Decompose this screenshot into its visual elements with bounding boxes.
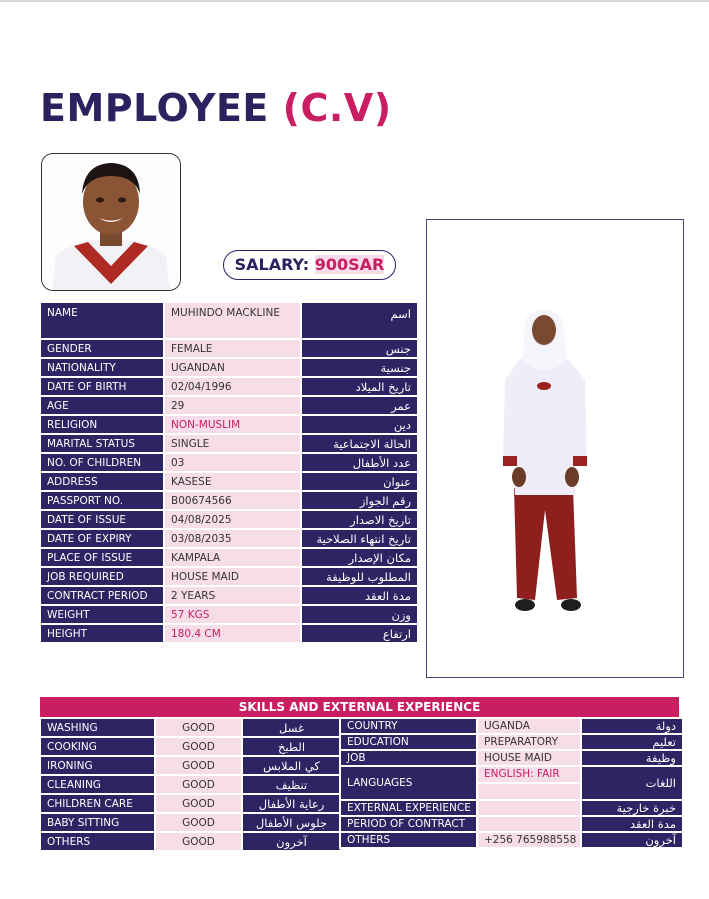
salary-value: 900SAR bbox=[314, 255, 385, 274]
table-row bbox=[40, 415, 418, 434]
page-title bbox=[40, 86, 392, 130]
field-label-arabic: تاريخ الاصدار bbox=[301, 510, 418, 529]
table-row bbox=[340, 750, 683, 766]
field-label: ADDRESS bbox=[40, 472, 164, 491]
salary-label: SALARY: bbox=[234, 255, 310, 274]
skill-label: OTHERS bbox=[40, 832, 155, 851]
skill-value: GOOD bbox=[155, 718, 242, 737]
table-row bbox=[40, 586, 418, 605]
field-label: MARITAL STATUS bbox=[40, 434, 164, 453]
language-extra bbox=[478, 784, 580, 799]
table-row bbox=[340, 816, 683, 832]
skill-label: WASHING bbox=[40, 718, 155, 737]
field-label: AGE bbox=[40, 396, 164, 415]
salary-badge bbox=[223, 250, 396, 280]
skills-table bbox=[39, 717, 342, 852]
field-value: HOUSE MAID bbox=[164, 567, 301, 586]
field-label-arabic: وزن bbox=[301, 605, 418, 624]
experience-label-arabic: دولة bbox=[581, 718, 683, 734]
experience-label: EXTERNAL EXPERIENCE bbox=[340, 800, 477, 816]
experience-label: EDUCATION bbox=[340, 734, 477, 750]
table-row bbox=[340, 718, 683, 734]
field-value: KASESE bbox=[164, 472, 301, 491]
table-row bbox=[40, 358, 418, 377]
field-value: 57 KGS bbox=[164, 605, 301, 624]
experience-value: PREPARATORY bbox=[477, 734, 581, 750]
field-label: JOB REQUIRED bbox=[40, 567, 164, 586]
table-row bbox=[40, 529, 418, 548]
field-value: 03 bbox=[164, 453, 301, 472]
languages-values bbox=[477, 766, 581, 800]
table-row bbox=[40, 434, 418, 453]
field-label: NAME bbox=[40, 302, 164, 339]
experience-value bbox=[477, 800, 581, 816]
field-label-arabic: تاريخ الميلاد bbox=[301, 377, 418, 396]
field-label-arabic: عدد الأطفال bbox=[301, 453, 418, 472]
table-row bbox=[40, 775, 341, 794]
field-label: DATE OF ISSUE bbox=[40, 510, 164, 529]
personal-info-table bbox=[39, 301, 419, 644]
table-row bbox=[340, 832, 683, 848]
skill-value: GOOD bbox=[155, 813, 242, 832]
experience-value: HOUSE MAID bbox=[477, 750, 581, 766]
field-value: 04/08/2025 bbox=[164, 510, 301, 529]
field-label-arabic: عنوان bbox=[301, 472, 418, 491]
table-row bbox=[40, 510, 418, 529]
portrait-photo bbox=[41, 153, 181, 291]
field-label-arabic: جنسية bbox=[301, 358, 418, 377]
experience-label: OTHERS bbox=[340, 832, 477, 848]
field-value: FEMALE bbox=[164, 339, 301, 358]
title-accent: (C.V) bbox=[282, 86, 392, 130]
table-row bbox=[40, 605, 418, 624]
table-row bbox=[40, 794, 341, 813]
field-value: NON-MUSLIM bbox=[164, 415, 301, 434]
experience-value: UGANDA bbox=[477, 718, 581, 734]
skill-label: CLEANING bbox=[40, 775, 155, 794]
experience-label-arabic: مدة العقد bbox=[581, 816, 683, 832]
experience-label-arabic: تعليم bbox=[581, 734, 683, 750]
skill-label: IRONING bbox=[40, 756, 155, 775]
field-label: PASSPORT NO. bbox=[40, 491, 164, 510]
skill-value: GOOD bbox=[155, 832, 242, 851]
table-row bbox=[40, 737, 341, 756]
table-row bbox=[340, 734, 683, 750]
field-label-arabic: مكان الإصدار bbox=[301, 548, 418, 567]
table-row bbox=[40, 377, 418, 396]
field-value: B00674566 bbox=[164, 491, 301, 510]
title-main: EMPLOYEE bbox=[40, 86, 269, 130]
table-row bbox=[40, 832, 341, 851]
field-label-arabic: رقم الجواز bbox=[301, 491, 418, 510]
table-row bbox=[40, 548, 418, 567]
skill-label: COOKING bbox=[40, 737, 155, 756]
experience-label: JOB bbox=[340, 750, 477, 766]
full-body-photo bbox=[426, 219, 684, 678]
skill-label-arabic: غسل bbox=[242, 718, 341, 737]
field-label-arabic: المطلوب للوظيفة bbox=[301, 567, 418, 586]
field-label-arabic: الحالة الاجتماعية bbox=[301, 434, 418, 453]
skill-label: CHILDREN CARE bbox=[40, 794, 155, 813]
experience-label-arabic: اللغات bbox=[581, 766, 683, 800]
field-label: HEIGHT bbox=[40, 624, 164, 643]
field-label-arabic: مدة العقد bbox=[301, 586, 418, 605]
field-label-arabic: دين bbox=[301, 415, 418, 434]
skill-value: GOOD bbox=[155, 794, 242, 813]
field-label-arabic: تاريخ انتهاء الصلاحية bbox=[301, 529, 418, 548]
field-label-arabic: جنس bbox=[301, 339, 418, 358]
experience-label-arabic: آخرون bbox=[581, 832, 683, 848]
field-value: MUHINDO MACKLINE bbox=[164, 302, 301, 339]
table-row bbox=[40, 567, 418, 586]
field-value: 2 YEARS bbox=[164, 586, 301, 605]
language-english: ENGLISH: FAIR bbox=[478, 767, 580, 784]
field-label: NATIONALITY bbox=[40, 358, 164, 377]
skill-label-arabic: آخرون bbox=[242, 832, 341, 851]
field-value: 180.4 CM bbox=[164, 624, 301, 643]
top-divider bbox=[0, 0, 709, 2]
table-row bbox=[40, 339, 418, 358]
table-row bbox=[40, 756, 341, 775]
field-value: UGANDAN bbox=[164, 358, 301, 377]
table-row bbox=[40, 491, 418, 510]
field-label: WEIGHT bbox=[40, 605, 164, 624]
field-label: RELIGION bbox=[40, 415, 164, 434]
field-value: 03/08/2035 bbox=[164, 529, 301, 548]
skill-value: GOOD bbox=[155, 756, 242, 775]
skill-value: GOOD bbox=[155, 775, 242, 794]
skill-label: BABY SITTING bbox=[40, 813, 155, 832]
field-label: DATE OF EXPIRY bbox=[40, 529, 164, 548]
skill-label-arabic: جلوس الأطفال bbox=[242, 813, 341, 832]
skill-label-arabic: رعاية الأطفال bbox=[242, 794, 341, 813]
experience-label: COUNTRY bbox=[340, 718, 477, 734]
table-row bbox=[340, 800, 683, 816]
table-row bbox=[40, 472, 418, 491]
field-label: PLACE OF ISSUE bbox=[40, 548, 164, 567]
field-label-arabic: اسم bbox=[301, 302, 418, 339]
table-row bbox=[40, 624, 418, 643]
portrait-image-icon bbox=[42, 154, 180, 290]
table-row bbox=[340, 766, 683, 800]
experience-label: LANGUAGES bbox=[340, 766, 477, 800]
field-label: DATE OF BIRTH bbox=[40, 377, 164, 396]
table-row bbox=[40, 396, 418, 415]
full-body-image-icon bbox=[427, 220, 683, 677]
table-row bbox=[40, 718, 341, 737]
field-value: 02/04/1996 bbox=[164, 377, 301, 396]
experience-value: +256 765988558 bbox=[477, 832, 581, 848]
experience-label: PERIOD OF CONTRACT bbox=[340, 816, 477, 832]
skill-label-arabic: الطبخ bbox=[242, 737, 341, 756]
field-label: NO. OF CHILDREN bbox=[40, 453, 164, 472]
skills-section-header: SKILLS AND EXTERNAL EXPERIENCE bbox=[40, 697, 679, 717]
experience-label-arabic: خبرة خارجية bbox=[581, 800, 683, 816]
field-value: SINGLE bbox=[164, 434, 301, 453]
experience-value bbox=[477, 816, 581, 832]
experience-label-arabic: وظيفة bbox=[581, 750, 683, 766]
table-row bbox=[40, 453, 418, 472]
table-row bbox=[40, 813, 341, 832]
field-label: CONTRACT PERIOD bbox=[40, 586, 164, 605]
skill-value: GOOD bbox=[155, 737, 242, 756]
table-row bbox=[40, 302, 418, 339]
field-label-arabic: عمر bbox=[301, 396, 418, 415]
skill-label-arabic: تنظيف bbox=[242, 775, 341, 794]
field-label: GENDER bbox=[40, 339, 164, 358]
field-label-arabic: ارتفاع bbox=[301, 624, 418, 643]
experience-table bbox=[339, 717, 684, 849]
field-value: KAMPALA bbox=[164, 548, 301, 567]
skill-label-arabic: كي الملابس bbox=[242, 756, 341, 775]
field-value: 29 bbox=[164, 396, 301, 415]
